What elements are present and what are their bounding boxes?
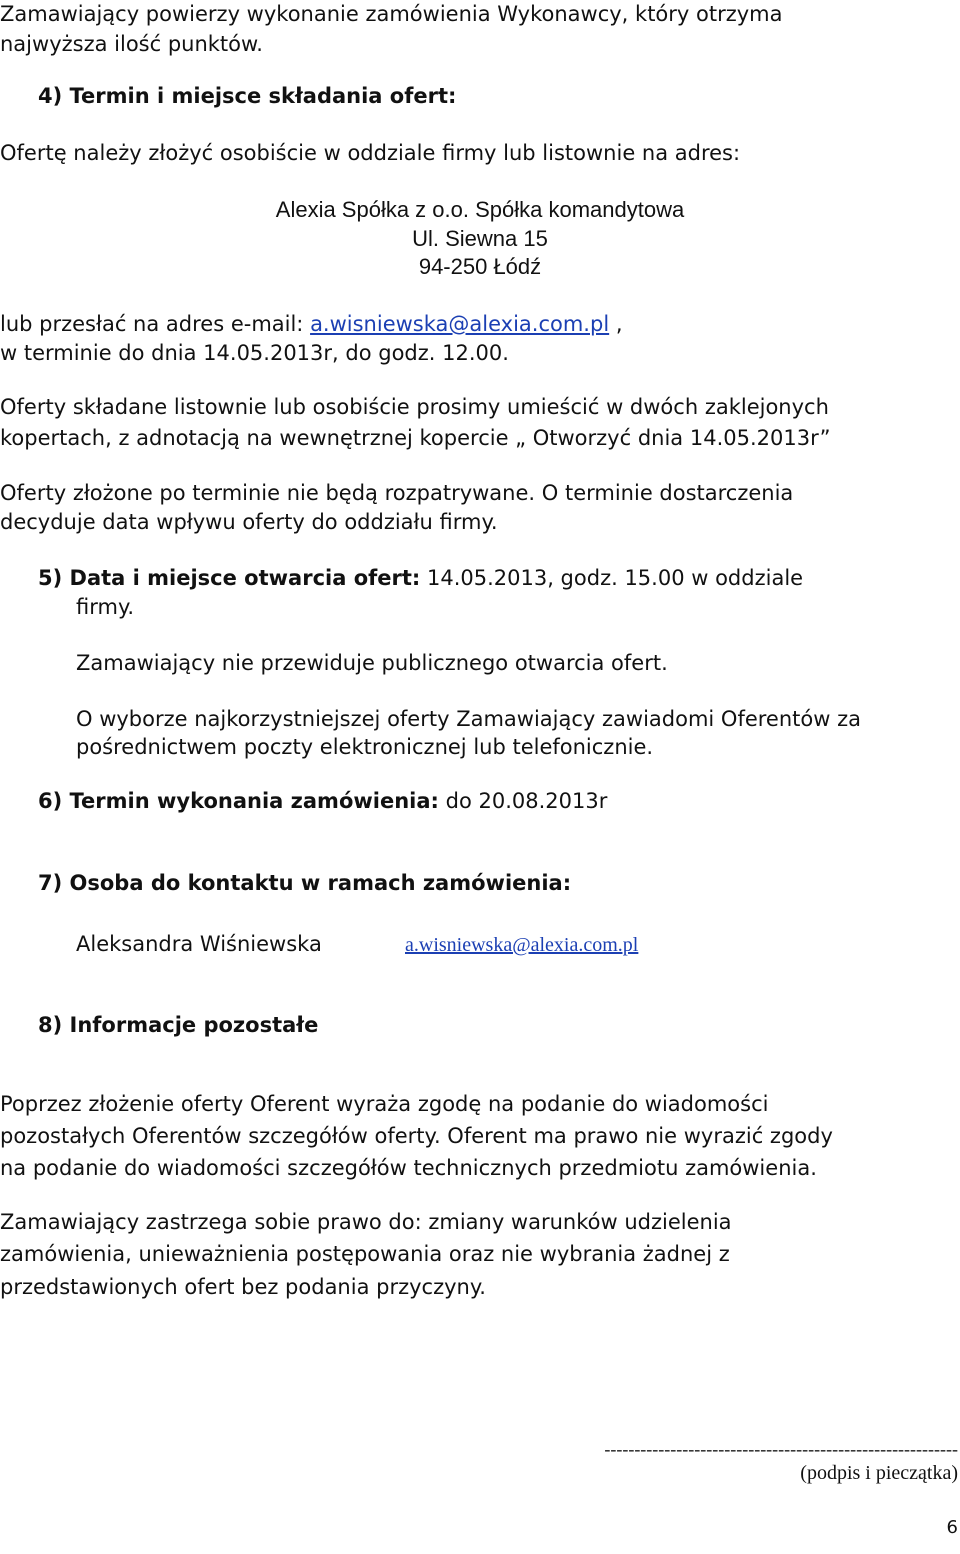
email-prefix: lub przesłać na adres e-mail: xyxy=(0,312,311,336)
section-4-para2-line2: decyduje data wpływu oferty do oddziału firmy. xyxy=(0,510,498,534)
intro-line-2: najwyższa ilość punktów. xyxy=(0,32,263,56)
section-6-line xyxy=(38,787,607,815)
section-5-value-cont: firmy. xyxy=(76,595,135,619)
signature-line: ----------------------------------------------------------- xyxy=(604,1439,958,1459)
signature-label: (podpis i pieczątka) xyxy=(800,1462,958,1484)
section-8-para1-line1: Poprzez złożenie oferty Oferent wyraża zgodę na podanie do wiadomości xyxy=(0,1092,769,1116)
address-company: Alexia Spółka z o.o. Spółka komandytowa xyxy=(275,197,685,222)
contact-name: Aleksandra Wiśniewska xyxy=(76,932,322,956)
email-line xyxy=(0,310,623,338)
section-8-heading: 8) Informacje pozostałe xyxy=(38,1013,319,1037)
section-5-heading: 5) Data i miejsce otwarcia ofert: xyxy=(38,566,421,590)
section-4-lead: Ofertę należy złożyć osobiście w oddziale firmy lub listownie na adres: xyxy=(0,141,741,165)
email-link[interactable]: a.wisniewska@alexia.com.pl xyxy=(310,312,610,336)
section-7-heading: 7) Osoba do kontaktu w ramach zamówienia: xyxy=(38,871,572,895)
section-6-heading: 6) Termin wykonania zamówienia: xyxy=(38,789,439,813)
intro-line-1: Zamawiający powierzy wykonanie zamówienia Wykonawcy, który otrzyma xyxy=(0,2,783,26)
address-city: 94-250 Łódź xyxy=(418,254,542,279)
section-5-line xyxy=(38,564,803,592)
section-5-para-line2: pośrednictwem poczty elektronicznej lub telefonicznie. xyxy=(76,735,654,759)
section-5-value: 14.05.2013, godz. 15.00 w oddziale xyxy=(420,566,804,590)
section-8-para2-line1: Zamawiający zastrzega sobie prawo do: zmiany warunków udzielenia xyxy=(0,1210,732,1234)
section-8-para2-line2: zamówienia, unieważnienia postępowania oraz nie wybrania żadnej z xyxy=(0,1242,730,1266)
address-street: Ul. Siewna 15 xyxy=(412,226,548,251)
section-5-note: Zamawiający nie przewiduje publicznego otwarcia ofert. xyxy=(76,651,668,675)
section-4-para1-line2: kopertach, z adnotacją na wewnętrznej kopercie „ Otworzyć dnia 14.05.2013r” xyxy=(0,426,831,450)
section-8-para1-line2: pozostałych Oferentów szczegółów oferty. Oferent ma prawo nie wyrazić zgody xyxy=(0,1124,833,1148)
section-8-para1-line3: na podanie do wiadomości szczegółów technicznych przedmiotu zamówienia. xyxy=(0,1156,817,1180)
email-suffix: , xyxy=(609,312,623,336)
contact-email-link[interactable]: a.wisniewska@alexia.com.pl xyxy=(405,934,639,956)
deadline-line: w terminie do dnia 14.05.2013r, do godz. 12.00. xyxy=(0,341,509,365)
section-5-para-line1: O wyborze najkorzystniejszej oferty Zamawiający zawiadomi Oferentów za xyxy=(76,707,861,731)
section-8-para2-line3: przedstawionych ofert bez podania przyczyny. xyxy=(0,1275,486,1299)
section-4-para1-line1: Oferty składane listownie lub osobiście prosimy umieścić w dwóch zaklejonych xyxy=(0,395,829,419)
section-4-para2-line1: Oferty złożone po terminie nie będą rozpatrywane. O terminie dostarczenia xyxy=(0,481,794,505)
page-number: 6 xyxy=(946,1517,958,1538)
section-4-heading: 4) Termin i miejsce składania ofert: xyxy=(38,84,457,108)
section-6-value: do 20.08.2013r xyxy=(438,789,608,813)
